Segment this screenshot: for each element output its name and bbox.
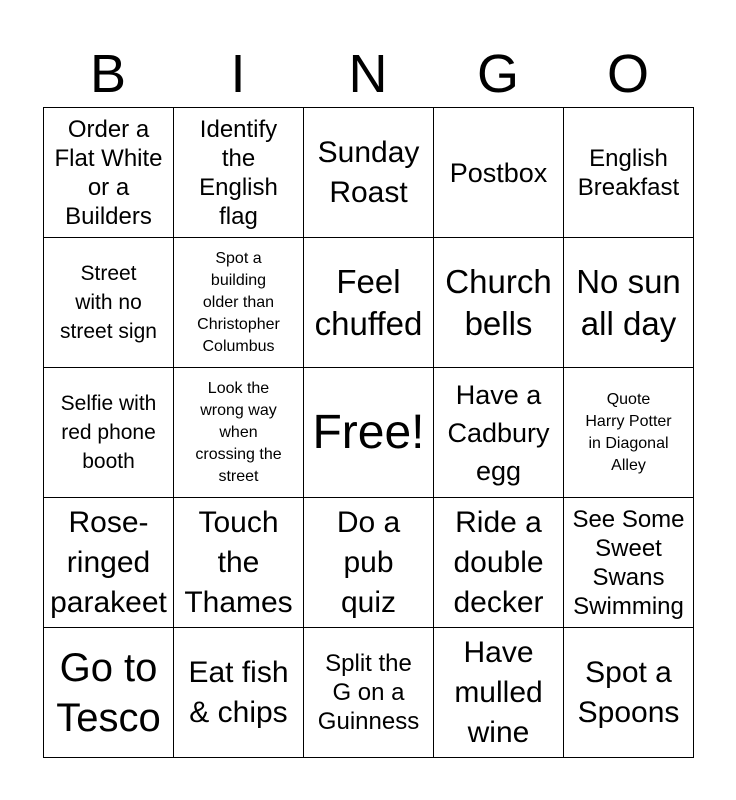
cell-text: Street with no street sign bbox=[60, 262, 157, 343]
board-row bbox=[44, 238, 694, 368]
bingo-cell[interactable] bbox=[434, 628, 564, 758]
bingo-board bbox=[43, 107, 694, 758]
bingo-cell[interactable] bbox=[434, 238, 564, 368]
bingo-cell-free[interactable] bbox=[304, 368, 434, 498]
bingo-cell[interactable] bbox=[304, 498, 434, 628]
cell-text: Eat fish & chips bbox=[188, 655, 289, 729]
bingo-cell[interactable] bbox=[564, 628, 694, 758]
bingo-cell[interactable] bbox=[174, 498, 304, 628]
bingo-cell[interactable] bbox=[304, 628, 434, 758]
bingo-cell[interactable] bbox=[434, 368, 564, 498]
bingo-cell[interactable] bbox=[304, 108, 434, 238]
bingo-cell[interactable] bbox=[564, 238, 694, 368]
bingo-cell[interactable] bbox=[174, 238, 304, 368]
bingo-cell[interactable] bbox=[304, 238, 434, 368]
bingo-cell[interactable] bbox=[434, 108, 564, 238]
bingo-cell[interactable] bbox=[564, 108, 694, 238]
bingo-cell[interactable] bbox=[434, 498, 564, 628]
bingo-cell[interactable] bbox=[44, 108, 174, 238]
cell-text: Look the wrong way when crossing the street bbox=[195, 379, 282, 485]
cell-text: See Some Sweet Swans Swimming bbox=[572, 505, 685, 620]
board-row bbox=[44, 108, 694, 238]
bingo-cell[interactable] bbox=[174, 368, 304, 498]
cell-text: English Breakfast bbox=[577, 144, 680, 201]
cell-text: Church bells bbox=[445, 262, 552, 342]
cell-text: Feel chuffed bbox=[314, 262, 423, 342]
bingo-cell[interactable] bbox=[44, 238, 174, 368]
cell-text: Selfie with red phone booth bbox=[60, 392, 157, 473]
cell-text: Rose- ringed parakeet bbox=[50, 505, 167, 619]
cell-text: Spot a building older than Christopher Columbus bbox=[197, 249, 280, 355]
board-row bbox=[44, 628, 694, 758]
cell-text: Quote Harry Potter in Diagonal Alley bbox=[585, 390, 672, 474]
cell-text: Have a Cadbury egg bbox=[447, 379, 550, 486]
bingo-cell[interactable] bbox=[44, 498, 174, 628]
cell-text: Have mulled wine bbox=[454, 635, 543, 749]
cell-text: Ride a double decker bbox=[453, 505, 544, 619]
bingo-cell[interactable] bbox=[44, 368, 174, 498]
cell-text: Sunday Roast bbox=[317, 135, 420, 209]
board-row bbox=[44, 498, 694, 628]
cell-text: Order a Flat White or a Builders bbox=[54, 115, 163, 230]
bingo-header bbox=[43, 40, 693, 108]
cell-text: Go to Tesco bbox=[56, 645, 161, 740]
cell-text: Identify the English flag bbox=[199, 115, 278, 230]
bingo-cell[interactable] bbox=[44, 628, 174, 758]
header-letter-g: G bbox=[476, 44, 519, 104]
cell-text: Do a pub quiz bbox=[336, 505, 401, 619]
cell-text: Touch the Thames bbox=[184, 505, 293, 619]
cell-text: Spot a Spoons bbox=[577, 655, 680, 729]
free-space-text: Free! bbox=[312, 405, 425, 459]
header-letter-b: B bbox=[89, 44, 127, 104]
bingo-cell[interactable] bbox=[174, 628, 304, 758]
header-letter-o: O bbox=[606, 44, 649, 104]
bingo-cell[interactable] bbox=[174, 108, 304, 238]
bingo-cell[interactable] bbox=[564, 368, 694, 498]
cell-text: Split the G on a Guinness bbox=[317, 650, 420, 735]
cell-text: Postbox bbox=[449, 157, 548, 188]
cell-text: No sun all day bbox=[576, 262, 681, 342]
header-letter-i: I bbox=[230, 44, 246, 104]
board-row bbox=[44, 368, 694, 498]
bingo-cell[interactable] bbox=[564, 498, 694, 628]
header-letter-n: N bbox=[348, 44, 388, 104]
